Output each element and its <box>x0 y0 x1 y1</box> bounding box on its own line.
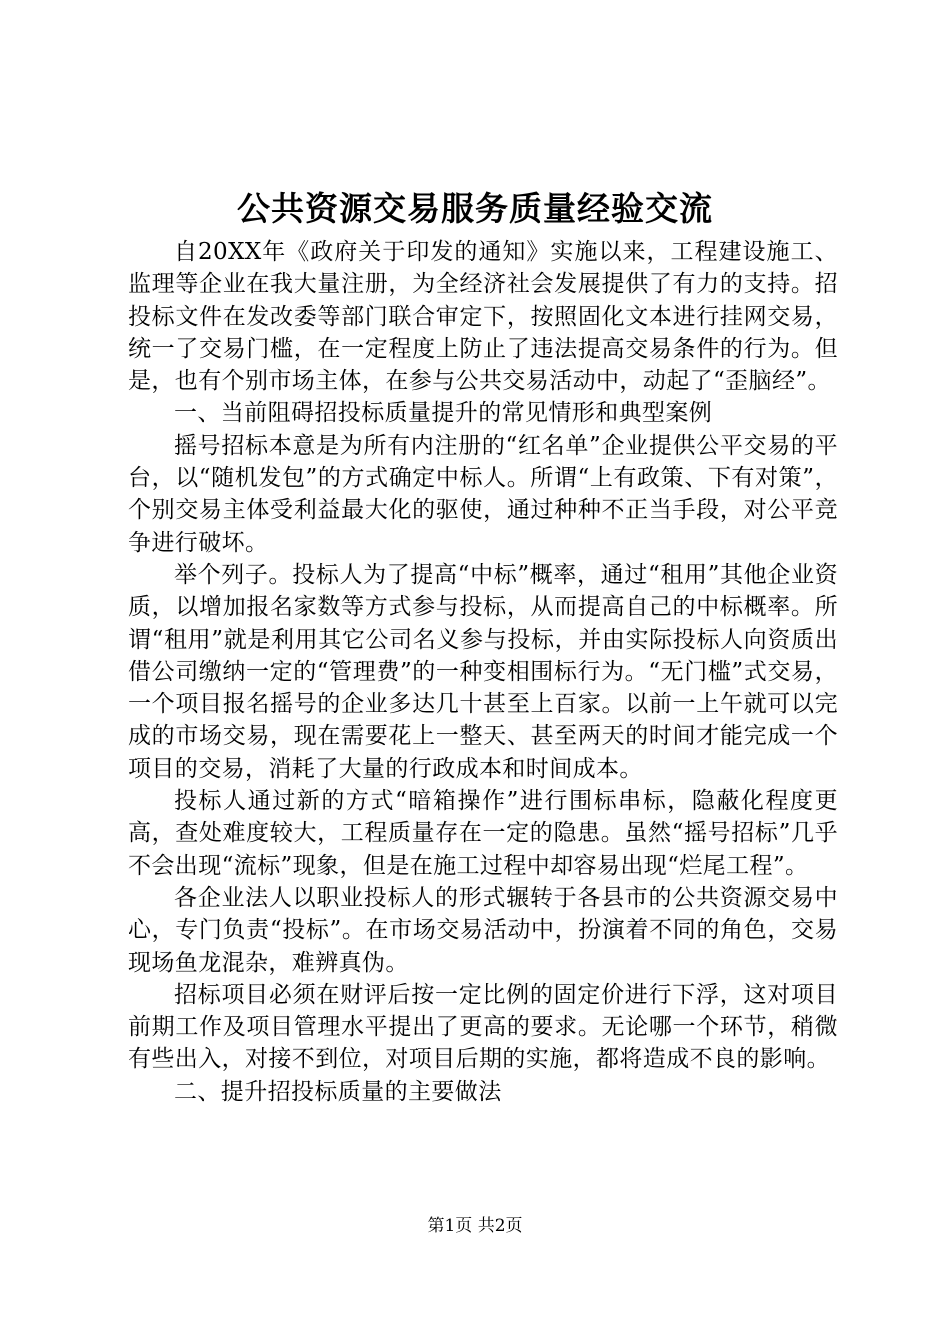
page-number-footer: 第1页 共2页 <box>427 1216 523 1236</box>
paragraph-lottery-bidding: 摇号招标本意是为所有内注册的“红名单”企业提供公平交易的平台，以“随机发包”的方式确定中标人。所谓“上有政策、下有对策”，个别交易主体受利益最大化的驱使，通过种种不正当手段，对公平竞争进行破坏。 <box>128 432 838 556</box>
paragraph-project-management: 招标项目必须在财评后按一定比例的固定价进行下浮，这对项目前期工作及项目管理水平提出了更高的要求。无论哪一个环节，稍微有些出入，对接不到位，对项目后期的实施，都将造成不良的影响。 <box>128 981 838 1073</box>
paragraph-example: 举个列子。投标人为了提高“中标”概率，通过“租用”其他企业资质，以增加报名家数等方式参与投标，从而提高自己的中标概率。所谓“租用”就是利用其它公司名义参与投标，并由实际投标人向资质出借公司缴纳一定的“管理费”的一种变相围标行为。“无门槛”式交易，一个项目报名摇号的企业多达几十甚至上百家。以前一上午就可以完成的市场交易，现在需要花上一整天、甚至两天的时间才能完成一个项目的交易，消耗了大量的行政成本和时间成本。 <box>128 561 838 782</box>
paragraph-professional-bidders: 各企业法人以职业投标人的形式辗转于各县市的公共资源交易中心，专门负责“投标”。在市场交易活动中，扮演着不同的角色，交易现场鱼龙混杂，难辨真伪。 <box>128 884 838 976</box>
paragraph-intro: 自20XX年《政府关于印发的通知》实施以来，工程建设施工、监理等企业在我大量注册，为全经济社会发展提供了有力的支持。招投标文件在发改委等部门联合审定下，按照固化文本进行挂网交易，统一了交易门槛，在一定程度上防止了违法提高交易条件的行为。但是，也有个别市场主体，在参与公共交易活动中，动起了“歪脑经”。 <box>128 239 838 395</box>
document-body <box>128 236 838 1108</box>
document-title: 公共资源交易服务质量经验交流 <box>237 189 713 228</box>
paragraph-collusion: 投标人通过新的方式“暗箱操作”进行围标串标，隐蔽化程度更高，查处难度较大，工程质量存在一定的隐患。虽然“摇号招标”几乎不会出现“流标”现象，但是在施工过程中却容易出现“烂尾工程”。 <box>128 788 838 879</box>
section-heading-1: 一、当前阻碍招投标质量提升的常见情形和典型案例 <box>174 400 713 427</box>
section-heading-2: 二、提升招投标质量的主要做法 <box>174 1078 502 1105</box>
